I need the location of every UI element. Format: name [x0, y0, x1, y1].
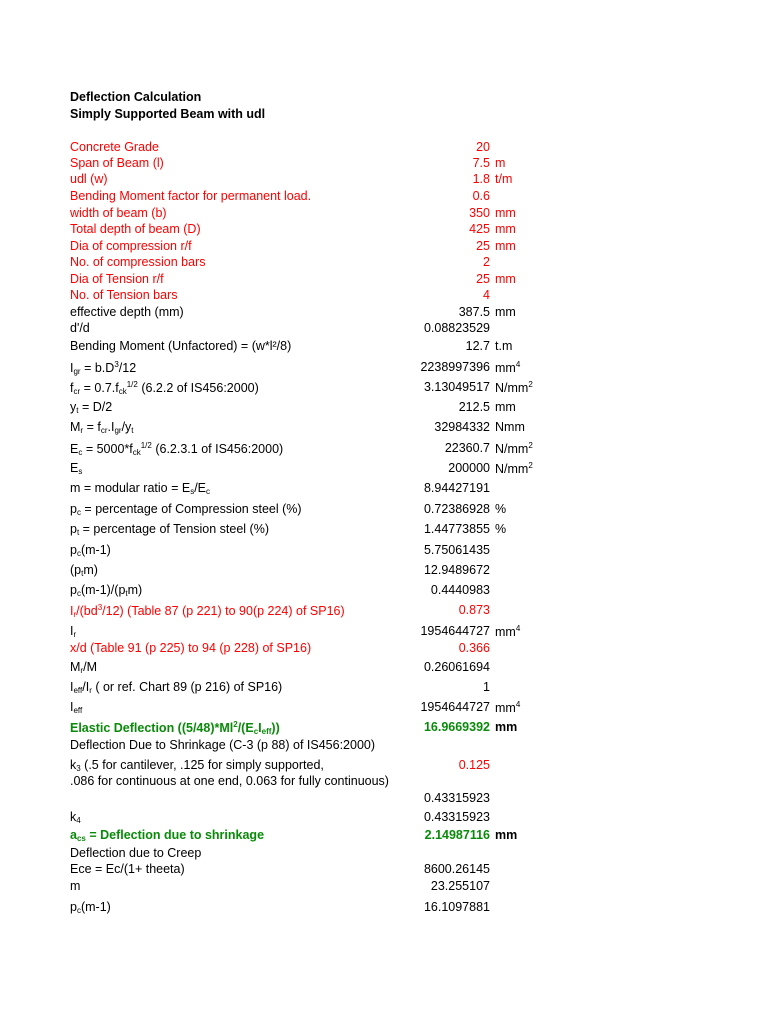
unit: %	[495, 502, 507, 516]
value: 12.7	[465, 339, 490, 353]
label: $E_c = 5000*f_{ck}^{1/2}$ (6.2.3.1 of IS456:2000)	[70, 441, 284, 457]
label: $I_r$	[70, 624, 77, 639]
unit: mm	[495, 305, 516, 319]
row-dia-tension	[0, 272, 768, 288]
unit: $mm^4$	[495, 360, 521, 375]
row-k3	[0, 758, 768, 774]
value: 425	[469, 222, 490, 236]
row-creep-heading	[0, 846, 768, 862]
row-unlabeled-value	[0, 791, 768, 807]
label: $k_4$	[70, 810, 81, 825]
value: 1.44773855	[423, 522, 490, 536]
label: width of beam (b)	[70, 206, 167, 220]
value: 7.5	[472, 156, 490, 170]
row-ieff-ir	[0, 680, 768, 696]
row-mr	[0, 420, 768, 436]
row-yt	[0, 400, 768, 416]
row-bm-factor	[0, 189, 768, 205]
row-mr-m	[0, 660, 768, 676]
label: m	[70, 879, 81, 893]
value: 0.125	[458, 758, 490, 772]
row-fcr	[0, 380, 768, 396]
label: $p_c(m-1)$	[70, 900, 111, 915]
value: 1954644727	[420, 700, 490, 714]
value: 0.366	[458, 641, 490, 655]
row-pt	[0, 522, 768, 538]
value: 3.13049517	[423, 380, 490, 394]
unit: mm	[495, 239, 516, 253]
row-depth	[0, 222, 768, 238]
label: $a_{cs}$ = Deflection due to shrinkage	[70, 828, 265, 843]
label: $p_t$ = percentage of Tension steel (%)	[70, 522, 270, 537]
row-bending-moment	[0, 339, 768, 355]
value: 4	[483, 288, 490, 302]
row-pcm	[0, 543, 768, 559]
value: 1	[483, 680, 490, 694]
unit: $N/mm^2$	[495, 380, 533, 395]
label: Elastic Deflection $((5/48)*Ml^2/(E_cI_{eff}))$	[70, 720, 280, 736]
label: $M_r/M$	[70, 660, 97, 675]
row-ec	[0, 441, 768, 457]
label: $p_c(m-1)$	[70, 543, 111, 558]
label: No. of compression bars	[70, 255, 206, 269]
value: 1.8	[472, 172, 490, 186]
label: No. of Tension bars	[70, 288, 178, 302]
label: Total depth of beam (D)	[70, 222, 201, 236]
value: 2238997396	[420, 360, 490, 374]
label: $(p_tm)$	[70, 563, 98, 578]
label: $p_c$ = percentage of Compression steel (%)	[70, 502, 302, 517]
unit: t.m	[495, 339, 513, 353]
value: 0.4440983	[430, 583, 490, 597]
label: .086 for continuous at one end, 0.063 for fully continuous)	[70, 774, 389, 788]
value: 387.5	[458, 305, 490, 319]
label: d'/d	[70, 321, 90, 335]
row-es	[0, 461, 768, 477]
unit: Nmm	[495, 420, 525, 434]
row-ptm	[0, 563, 768, 579]
row-k4	[0, 810, 768, 826]
value: 0.08823529	[423, 321, 490, 335]
label: Bending Moment factor for permanent load.	[70, 189, 312, 203]
value: 212.5	[458, 400, 490, 414]
value: 0.873	[458, 603, 490, 617]
value: 0.43315923	[423, 810, 490, 824]
unit: mm	[495, 720, 518, 734]
label: Deflection Due to Shrinkage (C-3 (p 88) of IS456:2000)	[70, 738, 376, 752]
label: Concrete Grade	[70, 140, 159, 154]
value: 16.1097881	[423, 900, 490, 914]
label: $I_{eff}$	[70, 700, 83, 715]
value: 350	[469, 206, 490, 220]
unit: mm	[495, 206, 516, 220]
row-ir-ratio	[0, 603, 768, 619]
unit: %	[495, 522, 507, 536]
unit: $mm^4$	[495, 624, 521, 639]
row-ieff	[0, 700, 768, 716]
label: $M_r = f_{cr}.I_{gr}/y_t$	[70, 420, 134, 435]
value: 20	[476, 140, 490, 154]
unit: $mm^4$	[495, 700, 521, 715]
document-subtitle: Simply Supported Beam with udl	[70, 107, 266, 121]
row-udl	[0, 172, 768, 188]
row-k3-continued	[0, 774, 768, 790]
label: $I_{eff}/I_r$ ( or ref. Chart 89 (p 216) of SP16)	[70, 680, 283, 695]
unit: m	[495, 156, 506, 170]
row-width	[0, 206, 768, 222]
row-dia-compression	[0, 239, 768, 255]
unit: t/m	[495, 172, 513, 186]
row-no-compression	[0, 255, 768, 271]
value: 25	[476, 239, 490, 253]
row-span	[0, 156, 768, 172]
unit: mm	[495, 222, 516, 236]
value: 1954644727	[420, 624, 490, 638]
label: Ece = Ec/(1+ theeta)	[70, 862, 185, 876]
label: Dia of Tension r/f	[70, 272, 164, 286]
label: m = modular ratio = $E_s/E_c$	[70, 481, 211, 496]
label: Bending Moment (Unfactored) = (w*l²/8)	[70, 339, 292, 353]
label: Dia of compression r/f	[70, 239, 192, 253]
value: 200000	[448, 461, 490, 475]
document-title: Deflection Calculation	[70, 90, 202, 104]
row-no-tension	[0, 288, 768, 304]
value: 32984332	[434, 420, 490, 434]
label: Span of Beam (l)	[70, 156, 164, 170]
row-shrinkage-deflection	[0, 828, 768, 844]
value: 0.43315923	[423, 791, 490, 805]
value: 0.26061694	[423, 660, 490, 674]
value: 2.14987116	[424, 828, 490, 842]
row-m-creep	[0, 879, 768, 895]
row-concrete-grade	[0, 140, 768, 156]
row-modular-ratio	[0, 481, 768, 497]
label: $f_{cr} = 0.7.f_{ck}^{1/2}$ (6.2.2 of IS456:2000)	[70, 380, 259, 396]
row-elastic-deflection	[0, 720, 768, 736]
row-pc	[0, 502, 768, 518]
value: 0.6	[472, 189, 490, 203]
unit: $N/mm^2$	[495, 461, 533, 476]
unit: mm	[495, 272, 516, 286]
value: 25	[476, 272, 490, 286]
value: 5.75061435	[423, 543, 490, 557]
row-shrinkage-heading	[0, 738, 768, 754]
label: $E_s$	[70, 461, 83, 476]
value: 8600.26145	[423, 862, 490, 876]
row-ir	[0, 624, 768, 640]
row-effective-depth	[0, 305, 768, 321]
label: udl (w)	[70, 172, 108, 186]
label: effective depth (mm)	[70, 305, 184, 319]
value: 22360.7	[444, 441, 490, 455]
row-d-ratio	[0, 321, 768, 337]
value: 23.255107	[430, 879, 490, 893]
row-xd	[0, 641, 768, 657]
label: x/d (Table 91 (p 225) to 94 (p 228) of SP16)	[70, 641, 312, 655]
label: Deflection due to Creep	[70, 846, 202, 860]
label: $y_t = D/2$	[70, 400, 113, 415]
label: $I_r/(bd^3/12)$ (Table 87 (p 221) to 90(p 224) of SP16)	[70, 603, 345, 619]
value: 2	[483, 255, 490, 269]
row-pcm-creep	[0, 900, 768, 916]
value: 8.94427191	[423, 481, 490, 495]
unit: mm	[495, 400, 516, 414]
row-igr	[0, 360, 768, 376]
value: 0.72386928	[423, 502, 490, 516]
row-ece	[0, 862, 768, 878]
label: $I_{gr} = b.D^3/12$	[70, 360, 137, 376]
unit: $N/mm^2$	[495, 441, 533, 456]
value: 12.9489672	[423, 563, 490, 577]
value: 16.9669392	[423, 720, 490, 734]
row-pc-pt-ratio	[0, 583, 768, 599]
label: $p_c(m-1)/(p_tm)$	[70, 583, 143, 598]
label: $k_3$ (.5 for cantilever, .125 for simply supported,	[70, 758, 324, 773]
unit: mm	[495, 828, 518, 842]
